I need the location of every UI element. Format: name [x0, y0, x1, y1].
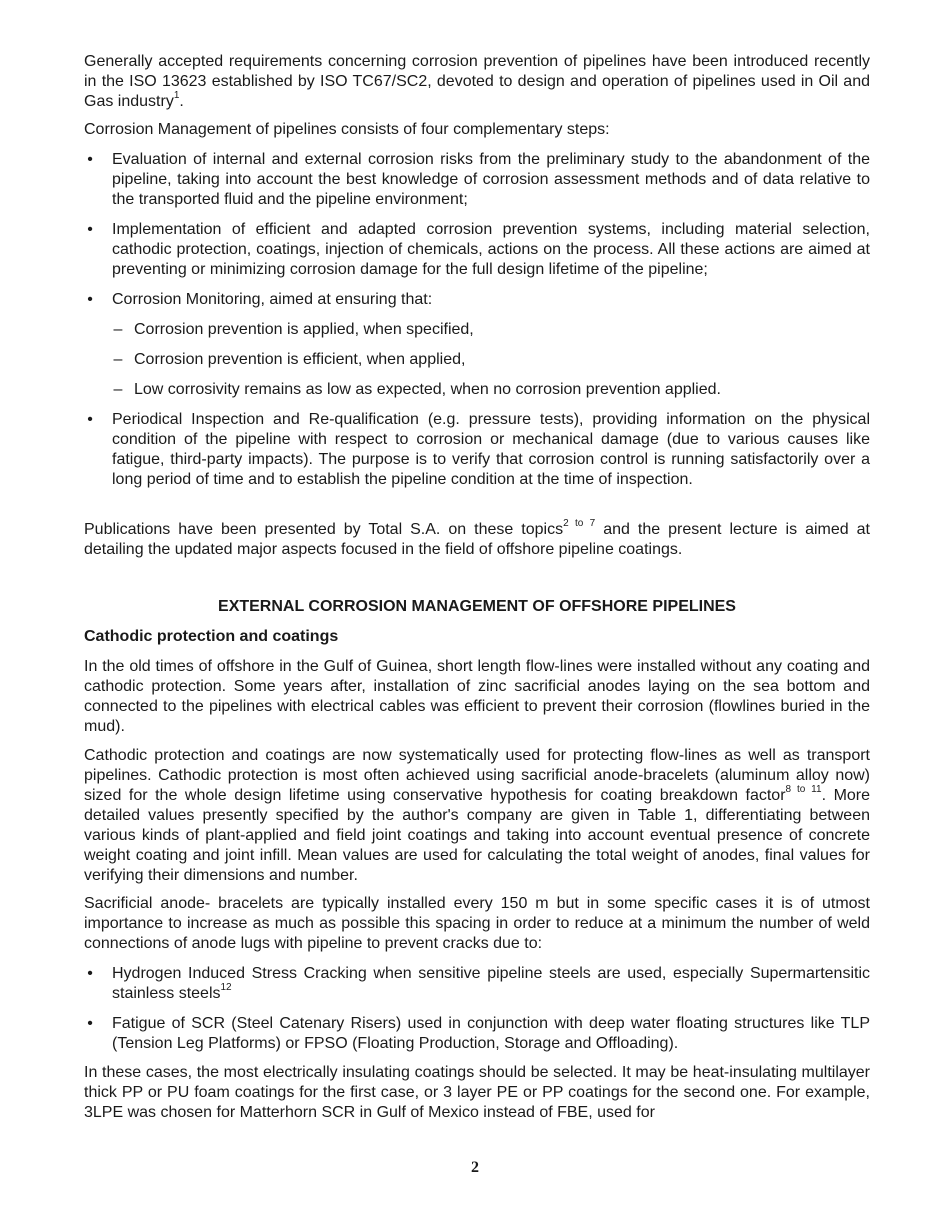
sub-item-applied: Corrosion prevention is applied, when specified, — [134, 321, 474, 338]
sub-item-low-corrosivity: Low corrosivity remains as low as expected, when no corrosion prevention applied. — [134, 381, 721, 398]
bullet-hydrogen-cracking-text: Hydrogen Induced Stress Cracking when sensitive pipeline steels are used, especially Supermartensitic stainless steels — [112, 965, 870, 1002]
bullet-scr-fatigue: Fatigue of SCR (Steel Catenary Risers) used in conjunction with deep water floating structures like TLP (Tension Leg Platforms) or FPSO (Floating Production, Storage and Offloading). — [112, 1015, 870, 1052]
section-title: EXTERNAL CORROSION MANAGEMENT OF OFFSHORE PIPELINES — [218, 598, 736, 615]
intro-paragraph-2: Corrosion Management of pipelines consists of four complementary steps: — [84, 121, 610, 138]
bullet-evaluation: Evaluation of internal and external corrosion risks from the preliminary study to the abandonment of the pipeline, taking into account the best knowledge of corrosion assessment methods and of data relative to the transported fluid and the pipeline environment; — [112, 151, 870, 208]
bullet-implementation: Implementation of efficient and adapted corrosion prevention systems, including material selection, cathodic protection, coatings, injection of chemicals, actions on the process. All these actions are aimed at preventing or minimizing corrosion damage for the full design lifetime of the pipeline; — [112, 221, 870, 278]
intro-paragraph-1 — [84, 52, 870, 112]
bullet-inspection: Periodical Inspection and Re-qualification (e.g. pressure tests), providing information on the physical condition of the pipeline with respect to corrosion or mechanical damage (due to various causes like fatigue, third-party impacts). The purpose is to verify that corrosion control is running satisfactorily over a long period of time and to establish the pipeline condition at the time of inspection. — [112, 411, 870, 488]
bullet-marker: • — [87, 1015, 93, 1032]
section-paragraph-1: In the old times of offshore in the Gulf of Guinea, short length flow-lines were installed without any coating and cathodic protection. Some years after, installation of zinc sacrificial anodes laying on the sea bottom and connected to the pipelines with electrical cables was efficient to prevent their corrosion (flowlines buried in the mud). — [84, 658, 870, 735]
footnote-ref-12: 12 — [220, 981, 232, 993]
intro-paragraph-3 — [84, 517, 870, 560]
section-paragraph-3: Sacrificial anode- bracelets are typically installed every 150 m but in some specific cases it is of utmost importance to increase as much as possible this spacing in order to reduce at a minimum the number of weld connections of anode lugs with pipeline to prevent cracks due to: — [84, 895, 870, 952]
footnote-ref-2-7: 2 to 7 — [563, 517, 596, 529]
footnote-ref-1: 1 — [173, 89, 180, 101]
intro-paragraph-3-pre: Publications have been presented by Total S.A. on these topics — [84, 521, 564, 538]
sub-item-efficient: Corrosion prevention is efficient, when applied, — [134, 351, 466, 368]
bullet-marker: • — [87, 221, 93, 238]
bullet-hydrogen-cracking — [112, 964, 870, 1004]
section-paragraph-2-pre: Cathodic protection and coatings are now systematically used for protecting flow-lines as well as transport pipelines. Cathodic protection is most often achieved using sacrificial anode-bracelets (aluminum alloy now) sized for the whole design lifetime using conservative hypothesis for coating breakdown factor — [84, 747, 870, 804]
section-subtitle: Cathodic protection and coatings — [84, 628, 339, 645]
intro-paragraph-1-tail: . — [179, 93, 184, 110]
bullet-marker: • — [87, 965, 93, 982]
bullet-marker: • — [87, 291, 93, 308]
intro-paragraph-1-text: Generally accepted requirements concerning corrosion prevention of pipelines have been introduced recently in the ISO 13623 established by ISO TC67/SC2, devoted to design and operation of pipelines used in Oil and Gas industry — [84, 53, 870, 110]
dash-marker: – — [113, 351, 123, 368]
page-number: 2 — [471, 1159, 479, 1176]
intro-paragraph-3-post: and the present lecture is aimed at detailing the updated major aspects focused in the field of offshore pipeline coatings. — [84, 521, 870, 558]
bullet-marker: • — [87, 151, 93, 168]
bullet-monitoring: Corrosion Monitoring, aimed at ensuring that: — [112, 291, 433, 308]
footnote-ref-8-11: 8 to 11 — [785, 783, 822, 795]
dash-marker: – — [113, 381, 123, 398]
bullet-marker: • — [87, 411, 93, 428]
section-paragraph-2-post: . More detailed values presently specified by the author's company are given in Table 1, differentiating between various kinds of plant-applied and field joint coatings and taking into account eventual presence of concrete weight coating and joint infill. Mean values are used for calculating the total weight of anodes, final values for verifying their dimensions and number. — [84, 787, 871, 884]
section-paragraph-4: In these cases, the most electrically insulating coatings should be selected. It may be heat-insulating multilayer thick PP or PU foam coatings for the first case, or 3 layer PE or PP coatings for the second one. For example, 3LPE was chosen for Matterhorn SCR in Gulf of Mexico instead of FBE, used for — [84, 1064, 870, 1121]
dash-marker: – — [113, 321, 123, 338]
section-paragraph-2 — [84, 746, 870, 886]
